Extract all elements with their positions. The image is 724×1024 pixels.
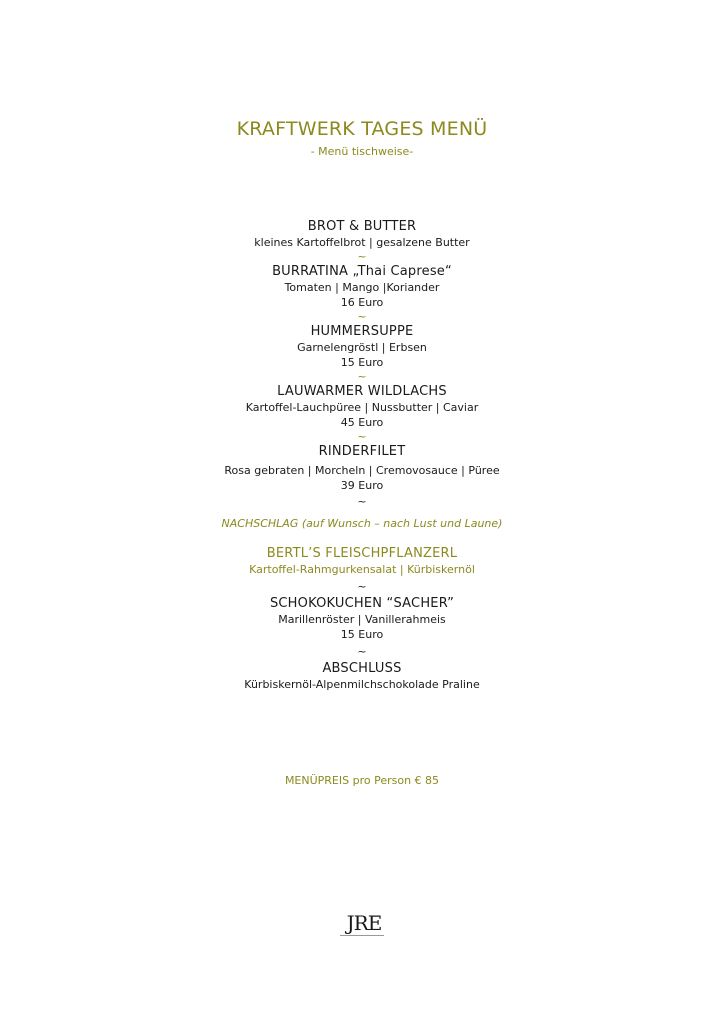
- course-separator: ~: [357, 495, 367, 508]
- course-name: LAUWARMER WILDLACHS: [277, 384, 447, 399]
- course-schokokuchen: [0, 595, 724, 642]
- course-description: Kartoffel-Lauchpüree | Nussbutter | Caviar: [245, 401, 479, 414]
- course-separator: ~: [357, 370, 367, 383]
- course-description: kleines Kartoffelbrot | gesalzene Butter: [254, 236, 470, 249]
- course-name: BROT & BUTTER: [307, 219, 417, 234]
- course-description: Rosa gebraten | Morcheln | Cremovosauce | Püree: [224, 464, 500, 477]
- course-name: BURRATINA „Thai Caprese“: [272, 264, 452, 279]
- course-separator: ~: [357, 430, 367, 443]
- jre-logo-text: JRE: [346, 911, 382, 935]
- course-description: Kürbiskernöl-Alpenmilchschokolade Praline: [244, 678, 480, 691]
- course-price: 45 Euro: [340, 416, 384, 429]
- course-separator: ~: [357, 580, 367, 593]
- course-price: 16 Euro: [340, 296, 384, 309]
- course-wildlachs: [0, 383, 724, 430]
- course-description: Marillenröster | Vanillerahmeis: [278, 613, 446, 626]
- course-price: 15 Euro: [340, 628, 384, 641]
- course-description: Kartoffel-Rahmgurkensalat | Kürbiskernöl: [249, 563, 475, 576]
- menu-price: MENÜPREIS pro Person € 85: [284, 774, 440, 787]
- course-separator: ~: [357, 645, 367, 658]
- menu-subtitle: - Menü tischweise-: [310, 145, 414, 158]
- course-name: ABSCHLUSS: [322, 661, 402, 676]
- course-description: Tomaten | Mango |Koriander: [284, 281, 440, 294]
- course-price: 39 Euro: [340, 479, 384, 492]
- course-fleischpflanzerl: [0, 545, 724, 577]
- course-name: RINDERFILET: [318, 444, 406, 459]
- course-hummersuppe: [0, 323, 724, 370]
- menu-title: KRAFTWERK TAGES MENÜ: [236, 118, 488, 140]
- nachschlag-note: NACHSCHLAG (auf Wunsch – nach Lust und Laune): [221, 517, 503, 530]
- course-separator: ~: [357, 310, 367, 323]
- course-separator: ~: [357, 250, 367, 263]
- course-price: 15 Euro: [340, 356, 384, 369]
- logo-underline: [340, 935, 384, 936]
- course-burratina: [0, 263, 724, 310]
- menu-list: [0, 218, 724, 692]
- course-brot-butter: [0, 218, 724, 250]
- jre-logo: [340, 912, 388, 942]
- course-name: SCHOKOKUCHEN “SACHER”: [269, 596, 455, 611]
- course-rinderfilet: [0, 443, 724, 493]
- course-abschluss: [0, 660, 724, 692]
- course-name: BERTL’S FLEISCHPFLANZERL: [266, 546, 458, 561]
- course-description: Garnelengröstl | Erbsen: [297, 341, 427, 354]
- course-name: HUMMERSUPPE: [310, 324, 414, 339]
